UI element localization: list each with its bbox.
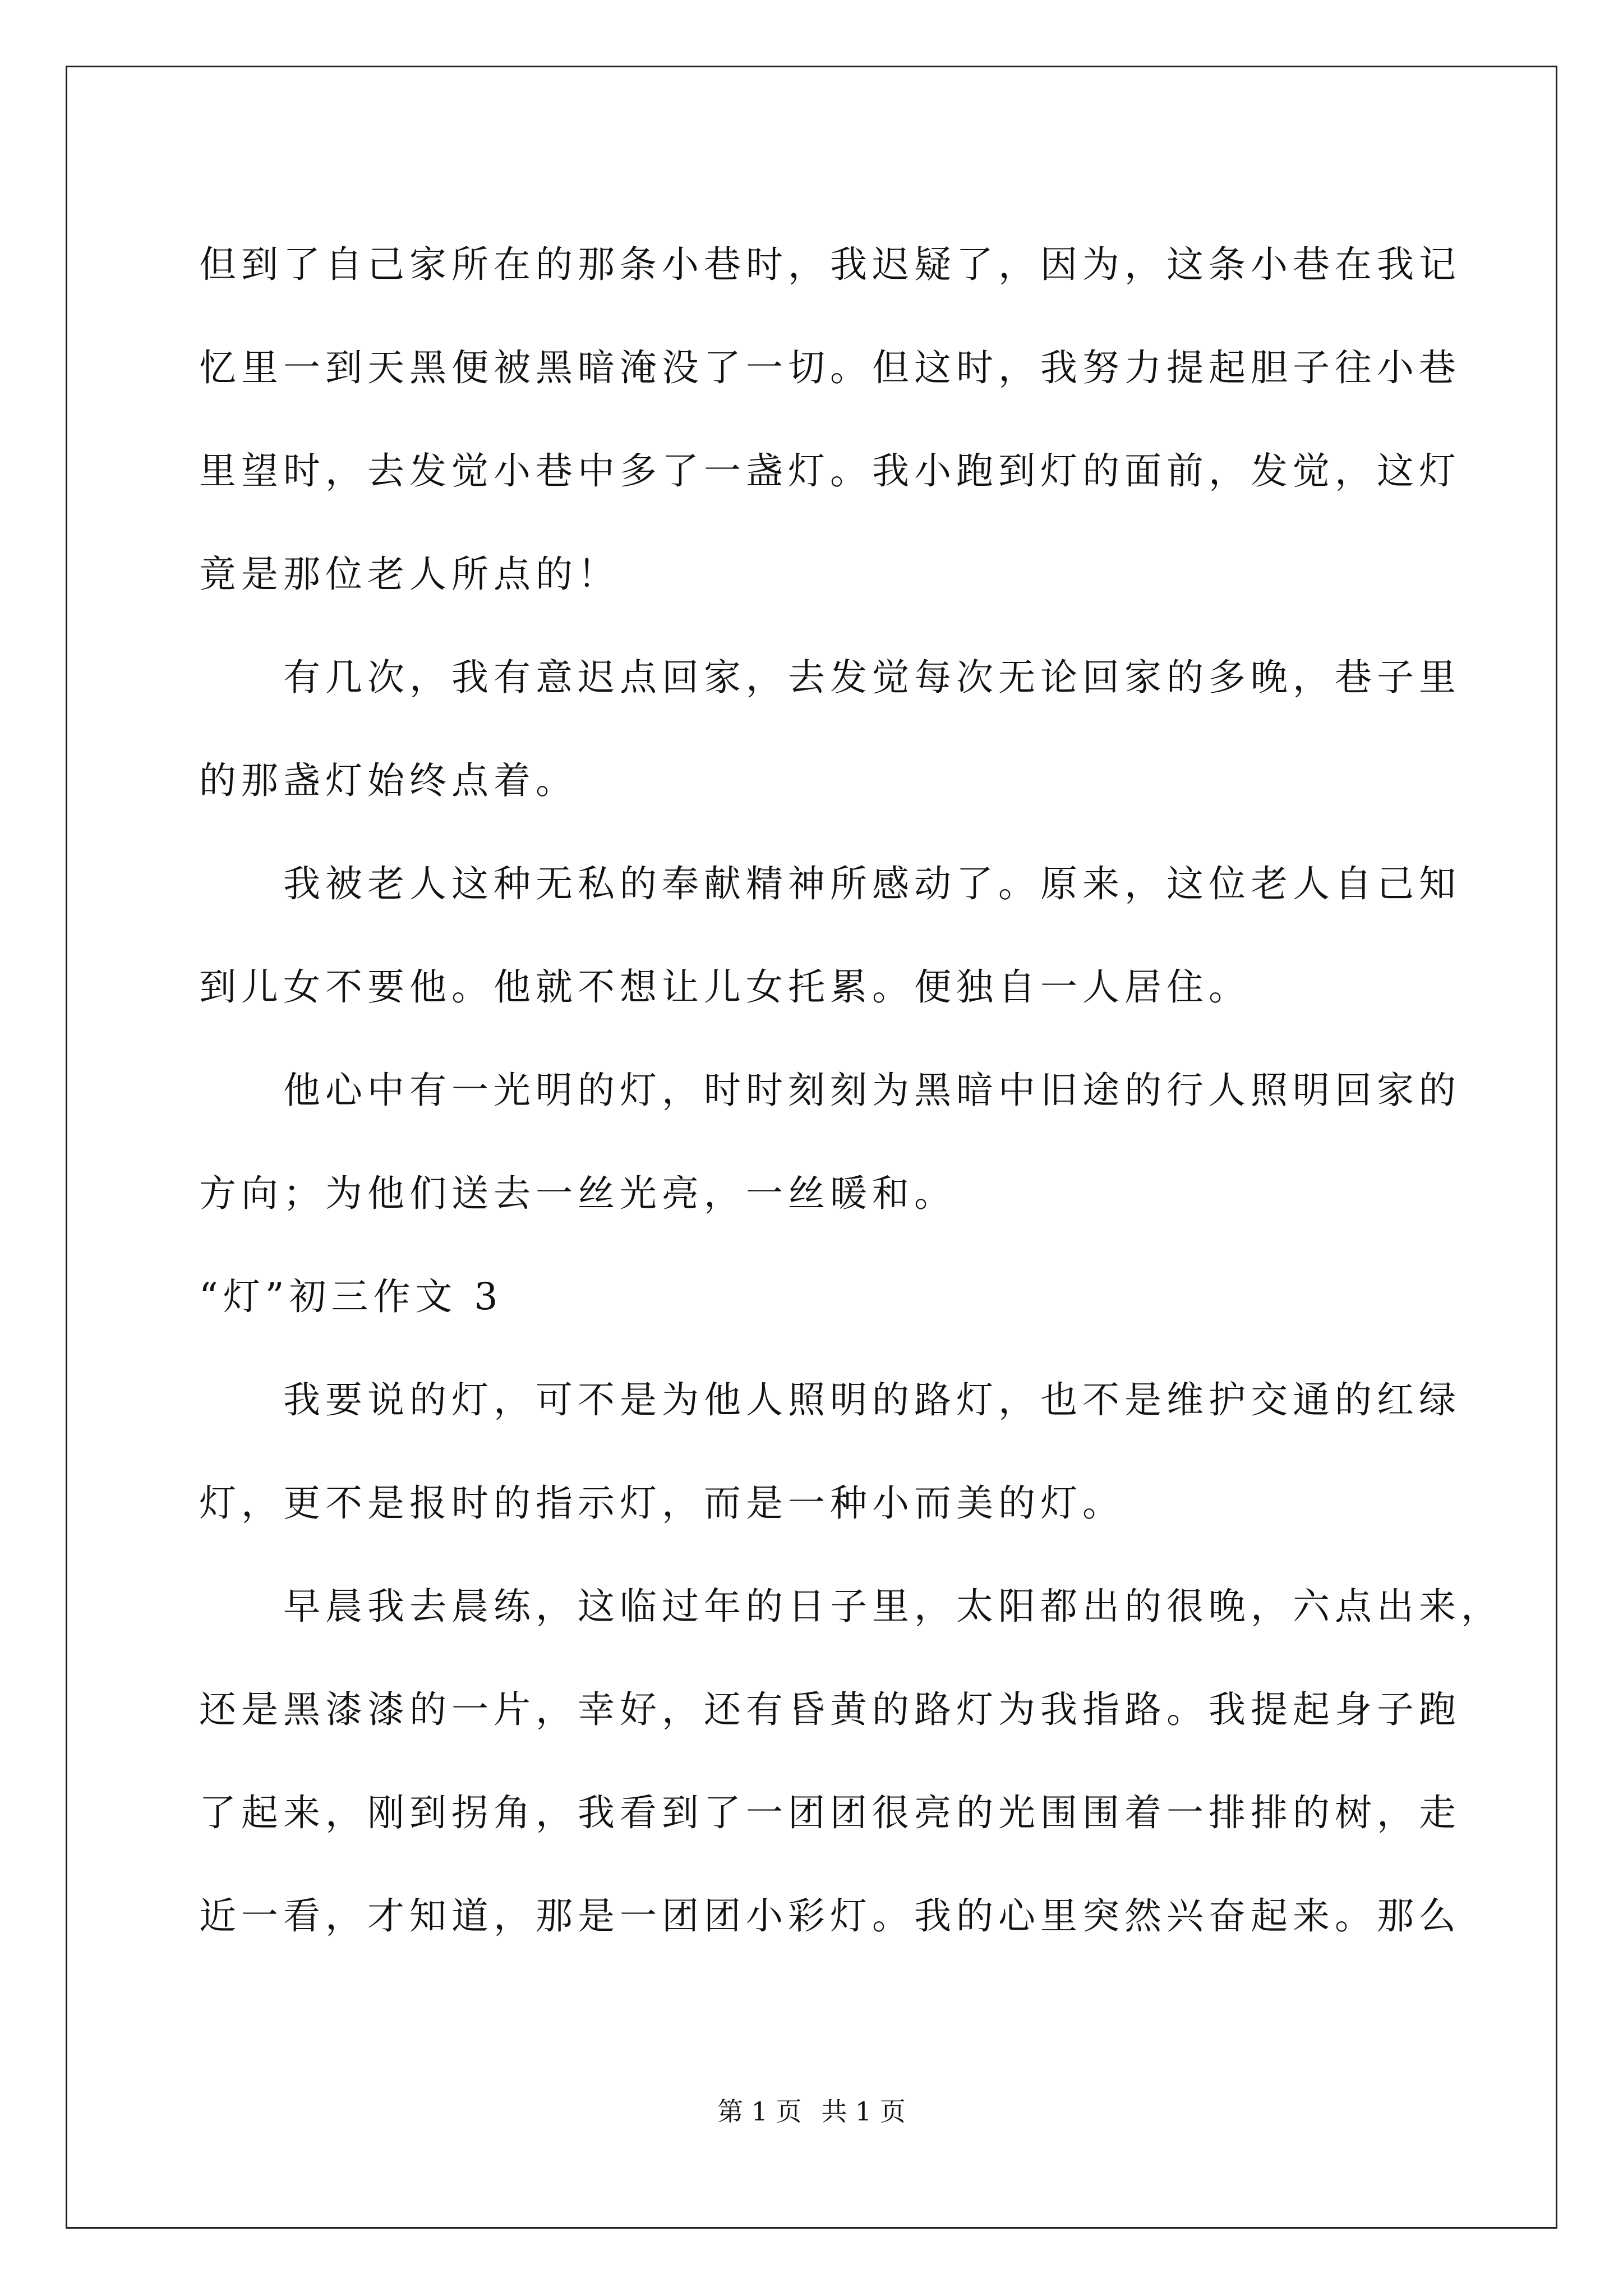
text-line: 里望时，去发觉小巷中多了一盏灯。我小跑到灯的面前，发觉，这灯	[199, 449, 1461, 493]
text-line: 忆里一到天黑便被黑暗淹没了一切。但这时，我努力提起胆子往小巷	[199, 346, 1461, 389]
text-line: 但到了自己家所在的那条小巷时，我迟疑了，因为，这条小巷在我记	[199, 243, 1461, 286]
text-line: 近一看，才知道，那是一团团小彩灯。我的心里突然兴奋起来。那么	[199, 1894, 1461, 1938]
page-footer	[0, 2095, 1623, 2128]
paragraph	[199, 213, 1461, 626]
paragraph	[199, 832, 1461, 1039]
text-line: 早晨我去晨练，这临过年的日子里，太阳都出的很晚，六点出来，	[283, 1585, 1503, 1628]
document-body	[199, 213, 1503, 1968]
text-line: 了起来，刚到拐角，我看到了一团团很亮的光围围着一排排的树，走	[199, 1791, 1461, 1834]
text-line: 到儿女不要他。他就不想让儿女托累。便独自一人居住。	[199, 965, 1251, 1009]
page-total: 共 1 页	[821, 2096, 906, 2127]
text-line: 还是黑漆漆的一片，幸好，还有昏黄的路灯为我指路。我提起身子跑	[199, 1688, 1461, 1731]
section-heading: “灯”初三作文 3	[199, 1275, 503, 1318]
page-number: 第 1 页	[717, 2096, 802, 2127]
text-line: 有几次，我有意迟点回家，去发觉每次无论回家的多晚，巷子里	[283, 656, 1461, 699]
paragraph	[199, 626, 1461, 832]
text-line: 方向；为他们送去一丝光亮，一丝暖和。	[199, 1172, 956, 1215]
text-line: 我被老人这种无私的奉献精神所感动了。原来，这位老人自己知	[283, 862, 1461, 905]
paragraph	[199, 1349, 1461, 1555]
paragraph	[199, 1039, 1461, 1245]
text-line: 他心中有一光明的灯，时时刻刻为黑暗中旧途的行人照明回家的	[283, 1069, 1461, 1112]
text-line: 灯，更不是报时的指示灯，而是一种小而美的灯。	[199, 1481, 1124, 1525]
text-line: 竟是那位老人所点的！	[199, 553, 620, 596]
text-line: 的那盏灯始终点着。	[199, 759, 578, 802]
paragraph	[199, 1555, 1503, 1968]
text-line: 我要说的灯，可不是为他人照明的路灯，也不是维护交通的红绿	[283, 1378, 1461, 1421]
